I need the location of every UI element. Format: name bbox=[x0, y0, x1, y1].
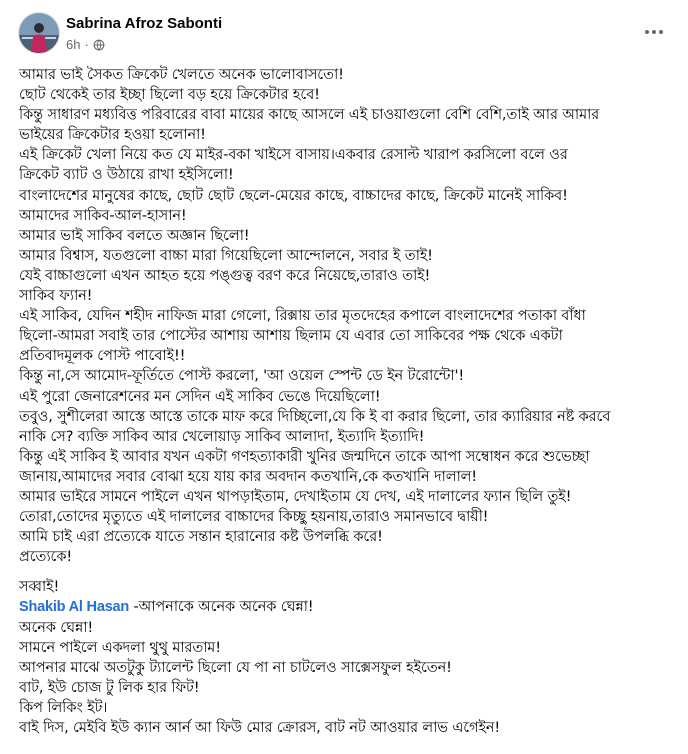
post-line: ছোট থেকেই তার ইচ্ছা ছিলো বড় হয়ে ক্রিকেটার হবে! bbox=[19, 86, 320, 104]
post-line: প্রত্যেকে! bbox=[19, 548, 73, 566]
post-line: কিপ লিকিং ইট। bbox=[19, 698, 108, 716]
post-line: আমার ভাইরে সামনে পাইলে এখন থাপড়াইতাম, দেখাইতাম যে দেখ, এই দালালের ফ্যান ছিলি তুই! bbox=[19, 487, 572, 505]
paragraph-gap bbox=[19, 567, 674, 577]
post-line: আপনার মাঝে অতটুকু ট্যালেন্ট ছিলো যে পা না চাটলেও সাক্সেসফুল হইতেন! bbox=[19, 658, 452, 676]
post-line: ক্রিকেট ব্যাট ও উঠায়ে রাখা হইসিলো! bbox=[19, 166, 234, 184]
post-line: ছিলো-আমরা সবাই তার পোস্টের আশায় আশায় ছিলাম যে এবার তো সাকিবের পক্ষ থেকে একটা bbox=[19, 327, 563, 345]
post-paragraph-end bbox=[19, 618, 674, 739]
post-line: এই সাকিব, যেদিন শহীদ নাফিজ মারা গেলো, রিক্সায় তার মৃতদেহের কপালে বাংলাদেশের পতাকা বাঁধা bbox=[19, 307, 586, 325]
post-line: আমার ভাই সাকিব বলতে অজ্ঞান ছিলো! bbox=[19, 226, 250, 244]
post-line: ভাইয়ের ক্রিকেটার হওয়া হলোনা! bbox=[19, 126, 206, 144]
post-timestamp[interactable]: 6h bbox=[66, 37, 81, 52]
post-line: অনেক ঘেন্না! bbox=[19, 618, 94, 636]
more-dot bbox=[652, 30, 656, 34]
more-options-button[interactable] bbox=[642, 20, 666, 44]
post-line: কিন্তু এই সাকিব ই আবার যখন একটা গণহত্যাকারী খুনির জন্মদিনে তাকে আপা সম্বোধন করে শুভেচ্ছা bbox=[19, 447, 590, 465]
post-meta bbox=[66, 37, 105, 52]
post-line: সাকিব ফ্যান! bbox=[19, 287, 93, 305]
globe-icon[interactable] bbox=[93, 39, 105, 51]
post-line: কিন্তু সাধারণ মধ্যবিত্ত পরিবারের বাবা মায়ের কাছে আসলে এই চাওয়াগুলো বেশি বেশি,তাই আর আমার bbox=[19, 106, 600, 124]
more-dot bbox=[659, 30, 663, 34]
post-line: প্রতিবাদমূলক পোস্ট পাবোই!! bbox=[19, 347, 186, 365]
avatar[interactable] bbox=[18, 12, 60, 54]
post-line: জানায়,আমাদের সবার বোঝা হয়ে যায় কার অবদান কতখানি,কে কতখানি দালাল! bbox=[19, 467, 477, 485]
post-line: তবুও, সুশীলেরা আস্তে আস্তে তাকে মাফ করে দিচ্ছিলো,যে কি ই বা করার ছিলো, তার ক্যারিয়ার নষ্ট করবে bbox=[19, 407, 611, 425]
post-line: তোরা,তোদের মৃত্যুতে এই দালালের বাচ্চাদের কিচ্ছু হয়নায়,তারাও সমানভাবে দ্বায়ী! bbox=[19, 508, 489, 526]
mention-line bbox=[19, 597, 674, 617]
post-line: এই ক্রিকেট খেলা নিয়ে কত যে মাইর-বকা খাইসে বাসায়।একবার রেসাল্ট খারাপ করসিলো বলে ওর bbox=[19, 146, 568, 164]
post-line: বাংলাদেশের মানুষের কাছে, ছোট ছোট ছেলে-মেয়ের কাছে, বাচ্চাদের কাছে, ক্রিকেট মানেই সাকিব! bbox=[19, 186, 568, 204]
post-header bbox=[18, 12, 688, 56]
post-line: আমি চাই এরা প্রত্যেকে যাতে সন্তান হারানোর কষ্ট উপলব্ধি করে! bbox=[19, 528, 383, 546]
post-line: আমার বিশ্বাস, যতগুলো বাচ্চা মারা গিয়েছিলো আন্দোলনে, সবার ই তাই! bbox=[19, 246, 433, 264]
meta-separator: · bbox=[84, 37, 89, 52]
post-line: আমাদের সাকিব-আল-হাসান! bbox=[19, 206, 187, 224]
post-line: বাট, ইউ চোজ টু লিক হার ফিট! bbox=[19, 678, 200, 696]
more-horizontal-icon bbox=[645, 30, 649, 34]
profile-photo bbox=[19, 13, 59, 53]
mention-link[interactable]: Shakib Al Hasan bbox=[19, 599, 130, 616]
post-line: যেই বাচ্চাগুলো এখন আহত হয়ে পঙ্গুত্ব বরণ করে নিয়েছে,তারাও তাই! bbox=[19, 266, 431, 284]
post-line: সব্বাই! bbox=[19, 578, 60, 596]
author-name[interactable]: Sabrina Afroz Sabonti bbox=[66, 15, 223, 32]
post-line: আমার ভাই সৈকত ক্রিকেট খেলতে অনেক ভালোবাসতো! bbox=[19, 66, 344, 83]
post-text bbox=[19, 65, 674, 738]
post-line: সামনে পাইলে একদলা থুথু মারতাম! bbox=[19, 638, 221, 656]
post-line: কিন্তু না,সে আমোদ-ফূর্তিতে পোস্ট করলো, 'আ ওয়েল স্পেন্ট ডে ইন টরোন্টো'! bbox=[19, 367, 465, 385]
post-line: নাকি সে? ব্যক্তি সাকিব আর খেলোয়াড় সাকিব আলাদা, ইত্যাদি ইত্যাদি! bbox=[19, 427, 425, 445]
mention-suffix: -আপনাকে অনেক অনেক ঘেন্না! bbox=[129, 598, 314, 616]
post-line: বাই দিস, মেইবি ইউ ক্যান আর্ন আ ফিউ মোর ক্রোরস, বাট নট আওয়ার লাভ এগেইন! bbox=[19, 719, 501, 736]
post-paragraph-main bbox=[19, 65, 674, 567]
post-line: এই পুরো জেনারেশনের মন সেদিন এই সাকিব ভেঙে দিয়েছিলো! bbox=[19, 387, 381, 405]
